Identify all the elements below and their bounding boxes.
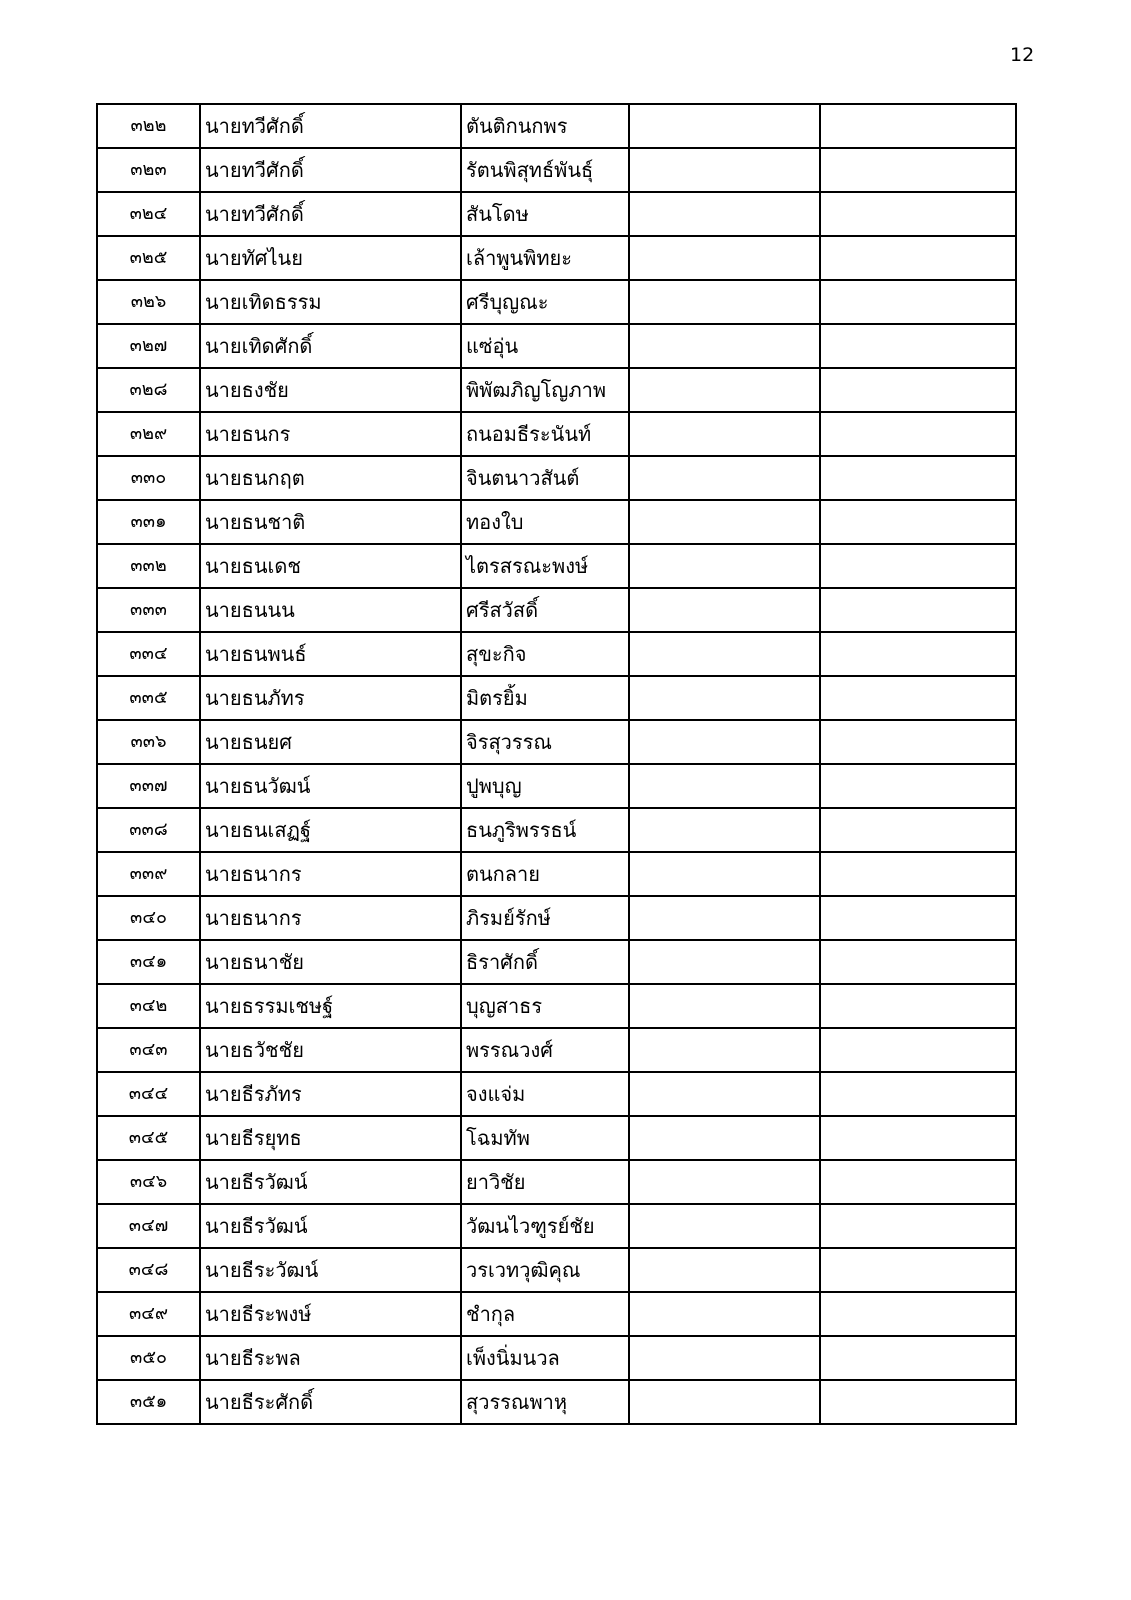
first-name-cell: นายธนากร <box>200 852 461 896</box>
first-name-cell: นายธนากร <box>200 896 461 940</box>
first-name-cell: นายธีระพล <box>200 1336 461 1380</box>
blank-cell <box>629 1028 820 1072</box>
blank-cell <box>820 1028 1016 1072</box>
blank-cell <box>629 148 820 192</box>
blank-cell <box>820 280 1016 324</box>
blank-cell <box>820 896 1016 940</box>
blank-cell <box>629 456 820 500</box>
blank-cell <box>820 808 1016 852</box>
table-row <box>97 588 1016 632</box>
first-name-cell: นายธีรวัฒน์ <box>200 1204 461 1248</box>
table-row <box>97 764 1016 808</box>
first-name-cell: นายธนภัทร <box>200 676 461 720</box>
last-name-cell: เพ็งนิ่มนวล <box>461 1336 629 1380</box>
row-number-cell: ๓๔๔ <box>97 1072 200 1116</box>
table-row <box>97 324 1016 368</box>
row-number-cell: ๓๓๗ <box>97 764 200 808</box>
first-name-cell: นายธงชัย <box>200 368 461 412</box>
last-name-cell: แซ่อุ่น <box>461 324 629 368</box>
table-row <box>97 236 1016 280</box>
first-name-cell: นายธีระพงษ์ <box>200 1292 461 1336</box>
last-name-cell: ธิราศักดิ์ <box>461 940 629 984</box>
row-number-cell: ๓๔๗ <box>97 1204 200 1248</box>
first-name-cell: นายทวีศักดิ์ <box>200 104 461 148</box>
last-name-cell: บุญสาธร <box>461 984 629 1028</box>
table-row <box>97 544 1016 588</box>
first-name-cell: นายธีรวัฒน์ <box>200 1160 461 1204</box>
blank-cell <box>820 1292 1016 1336</box>
blank-cell <box>820 632 1016 676</box>
last-name-cell: มิตรยิ้ม <box>461 676 629 720</box>
row-number-cell: ๓๓๐ <box>97 456 200 500</box>
table-row <box>97 984 1016 1028</box>
blank-cell <box>820 1116 1016 1160</box>
row-number-cell: ๓๒๒ <box>97 104 200 148</box>
blank-cell <box>629 720 820 764</box>
blank-cell <box>629 1160 820 1204</box>
row-number-cell: ๓๓๘ <box>97 808 200 852</box>
last-name-cell: ตนกลาย <box>461 852 629 896</box>
table-row <box>97 852 1016 896</box>
last-name-cell: โฉมทัพ <box>461 1116 629 1160</box>
blank-cell <box>629 940 820 984</box>
first-name-cell: นายธนนน <box>200 588 461 632</box>
first-name-cell: นายธนเสฏฐ์ <box>200 808 461 852</box>
row-number-cell: ๓๒๖ <box>97 280 200 324</box>
blank-cell <box>629 676 820 720</box>
last-name-cell: จิรสุวรรณ <box>461 720 629 764</box>
name-list-body <box>97 104 1016 1424</box>
table-row <box>97 1204 1016 1248</box>
blank-cell <box>629 1336 820 1380</box>
blank-cell <box>820 764 1016 808</box>
last-name-cell: สุขะกิจ <box>461 632 629 676</box>
last-name-cell: ศรีสวัสดิ์ <box>461 588 629 632</box>
blank-cell <box>820 1380 1016 1424</box>
row-number-cell: ๓๓๑ <box>97 500 200 544</box>
blank-cell <box>820 192 1016 236</box>
row-number-cell: ๓๒๕ <box>97 236 200 280</box>
last-name-cell: ทองใบ <box>461 500 629 544</box>
row-number-cell: ๓๔๖ <box>97 1160 200 1204</box>
last-name-cell: ตันติกนกพร <box>461 104 629 148</box>
row-number-cell: ๓๔๑ <box>97 940 200 984</box>
last-name-cell: ศรีบุญณะ <box>461 280 629 324</box>
table-row <box>97 632 1016 676</box>
first-name-cell: นายธนชาติ <box>200 500 461 544</box>
blank-cell <box>820 1072 1016 1116</box>
first-name-cell: นายธีรภัทร <box>200 1072 461 1116</box>
blank-cell <box>820 412 1016 456</box>
blank-cell <box>629 192 820 236</box>
last-name-cell: ธนภูริพรรธน์ <box>461 808 629 852</box>
table-row <box>97 808 1016 852</box>
last-name-cell: เล้าพูนพิทยะ <box>461 236 629 280</box>
table-row <box>97 500 1016 544</box>
blank-cell <box>629 852 820 896</box>
blank-cell <box>629 280 820 324</box>
blank-cell <box>629 1072 820 1116</box>
row-number-cell: ๓๔๕ <box>97 1116 200 1160</box>
row-number-cell: ๓๓๔ <box>97 632 200 676</box>
table-row <box>97 456 1016 500</box>
last-name-cell: สุวรรณพาหุ <box>461 1380 629 1424</box>
table-row <box>97 280 1016 324</box>
table-row <box>97 1336 1016 1380</box>
first-name-cell: นายเทิดศักดิ์ <box>200 324 461 368</box>
last-name-cell: วัฒนไวฑูรย์ชัย <box>461 1204 629 1248</box>
first-name-cell: นายเทิดธรรม <box>200 280 461 324</box>
page-number: 12 <box>1010 44 1035 66</box>
name-list-table <box>96 103 1017 1425</box>
blank-cell <box>820 456 1016 500</box>
last-name-cell: รัตนพิสุทธ์พันธุ์ <box>461 148 629 192</box>
blank-cell <box>629 500 820 544</box>
table-row <box>97 676 1016 720</box>
table-row <box>97 1380 1016 1424</box>
last-name-cell: ไตรสรณะพงษ์ <box>461 544 629 588</box>
blank-cell <box>820 236 1016 280</box>
row-number-cell: ๓๒๔ <box>97 192 200 236</box>
blank-cell <box>820 148 1016 192</box>
table-row <box>97 1072 1016 1116</box>
blank-cell <box>820 104 1016 148</box>
blank-cell <box>820 1336 1016 1380</box>
blank-cell <box>820 1204 1016 1248</box>
row-number-cell: ๓๔๒ <box>97 984 200 1028</box>
row-number-cell: ๓๒๗ <box>97 324 200 368</box>
blank-cell <box>629 368 820 412</box>
blank-cell <box>629 764 820 808</box>
blank-cell <box>820 588 1016 632</box>
blank-cell <box>629 632 820 676</box>
last-name-cell: ชำกุล <box>461 1292 629 1336</box>
first-name-cell: นายทวีศักดิ์ <box>200 192 461 236</box>
table-row <box>97 192 1016 236</box>
blank-cell <box>629 412 820 456</box>
blank-cell <box>820 500 1016 544</box>
row-number-cell: ๓๓๓ <box>97 588 200 632</box>
blank-cell <box>820 676 1016 720</box>
first-name-cell: นายธนวัฒน์ <box>200 764 461 808</box>
first-name-cell: นายธีระวัฒน์ <box>200 1248 461 1292</box>
last-name-cell: ยาวิชัย <box>461 1160 629 1204</box>
first-name-cell: นายธนเดช <box>200 544 461 588</box>
first-name-cell: นายธีระศักดิ์ <box>200 1380 461 1424</box>
last-name-cell: ถนอมธีระนันท์ <box>461 412 629 456</box>
last-name-cell: จินตนาวสันต์ <box>461 456 629 500</box>
last-name-cell: สันโดษ <box>461 192 629 236</box>
blank-cell <box>629 236 820 280</box>
blank-cell <box>629 588 820 632</box>
blank-cell <box>629 1380 820 1424</box>
blank-cell <box>629 324 820 368</box>
blank-cell <box>820 940 1016 984</box>
table-row <box>97 104 1016 148</box>
row-number-cell: ๓๓๕ <box>97 676 200 720</box>
row-number-cell: ๓๔๐ <box>97 896 200 940</box>
table-row <box>97 368 1016 412</box>
table-row <box>97 1160 1016 1204</box>
last-name-cell: พิพัฒภิญโญภาพ <box>461 368 629 412</box>
table-row <box>97 720 1016 764</box>
last-name-cell: พรรณวงศ์ <box>461 1028 629 1072</box>
table-row <box>97 896 1016 940</box>
blank-cell <box>820 368 1016 412</box>
blank-cell <box>629 104 820 148</box>
blank-cell <box>820 720 1016 764</box>
row-number-cell: ๓๔๙ <box>97 1292 200 1336</box>
row-number-cell: ๓๒๓ <box>97 148 200 192</box>
blank-cell <box>820 852 1016 896</box>
row-number-cell: ๓๒๘ <box>97 368 200 412</box>
last-name-cell: ภิรมย์รักษ์ <box>461 896 629 940</box>
blank-cell <box>629 1116 820 1160</box>
blank-cell <box>629 984 820 1028</box>
first-name-cell: นายทวีศักดิ์ <box>200 148 461 192</box>
first-name-cell: นายธวัชชัย <box>200 1028 461 1072</box>
table-row <box>97 940 1016 984</box>
first-name-cell: นายธนาชัย <box>200 940 461 984</box>
table-row <box>97 1116 1016 1160</box>
first-name-cell: นายทัศไนย <box>200 236 461 280</box>
row-number-cell: ๓๕๐ <box>97 1336 200 1380</box>
blank-cell <box>820 984 1016 1028</box>
blank-cell <box>629 1204 820 1248</box>
blank-cell <box>820 1160 1016 1204</box>
blank-cell <box>629 808 820 852</box>
last-name-cell: วรเวทวุฒิคุณ <box>461 1248 629 1292</box>
table-row <box>97 1028 1016 1072</box>
blank-cell <box>629 896 820 940</box>
last-name-cell: จงแจ่ม <box>461 1072 629 1116</box>
blank-cell <box>629 1292 820 1336</box>
row-number-cell: ๓๔๓ <box>97 1028 200 1072</box>
row-number-cell: ๓๕๑ <box>97 1380 200 1424</box>
row-number-cell: ๓๓๙ <box>97 852 200 896</box>
first-name-cell: นายธนพนธ์ <box>200 632 461 676</box>
table-row <box>97 1292 1016 1336</box>
first-name-cell: นายธีรยุทธ <box>200 1116 461 1160</box>
first-name-cell: นายธนกร <box>200 412 461 456</box>
last-name-cell: ปูพบุญ <box>461 764 629 808</box>
blank-cell <box>820 544 1016 588</box>
row-number-cell: ๓๓๒ <box>97 544 200 588</box>
row-number-cell: ๓๓๖ <box>97 720 200 764</box>
blank-cell <box>629 544 820 588</box>
table-row <box>97 148 1016 192</box>
blank-cell <box>820 1248 1016 1292</box>
row-number-cell: ๓๔๘ <box>97 1248 200 1292</box>
blank-cell <box>629 1248 820 1292</box>
blank-cell <box>820 324 1016 368</box>
first-name-cell: นายธนยศ <box>200 720 461 764</box>
table-row <box>97 412 1016 456</box>
first-name-cell: นายธนกฤต <box>200 456 461 500</box>
row-number-cell: ๓๒๙ <box>97 412 200 456</box>
first-name-cell: นายธรรมเชษฐ์ <box>200 984 461 1028</box>
table-row <box>97 1248 1016 1292</box>
